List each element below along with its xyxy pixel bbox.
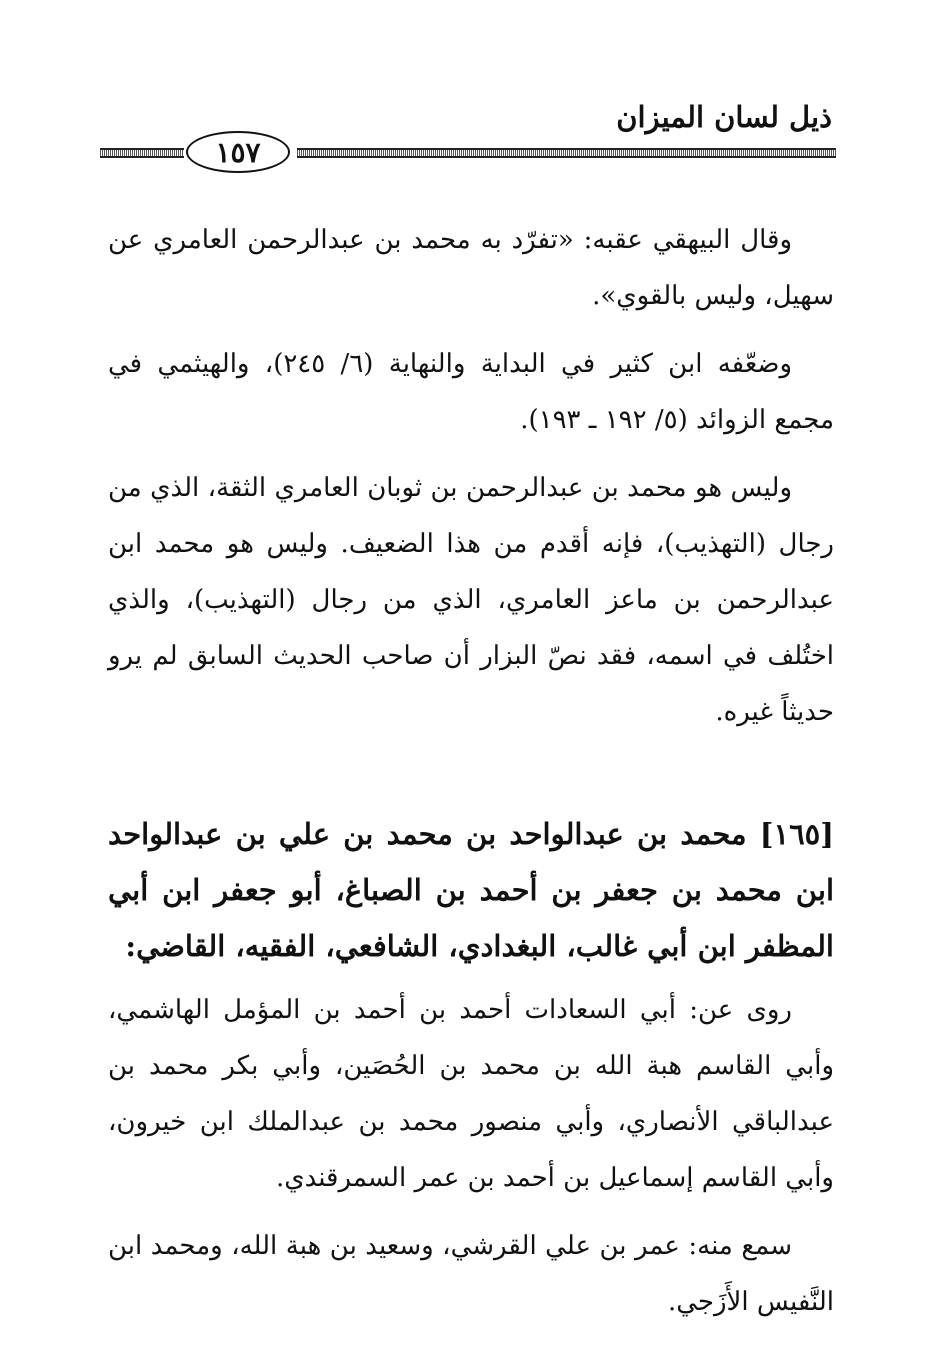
paragraph-narrated-from: روى عن: أبي السعادات أحمد بن أحمد بن المؤمل الهاشمي، وأبي القاسم هبة الله بن محمد بن الحُصَين، وأبي بكر محمد بن عبدالباقي الأنصاري، وأبي منصور محمد بن عبدالملك ابن خيرون، وأبي القاسم إسماعيل بن أحمد بن عمر السمرقندي. (108, 995, 834, 1193)
paragraph-not-same-person: وليس هو محمد بن عبدالرحمن بن ثوبان العامري الثقة، الذي من رجال (التهذيب)، فإنه أقدم من هذا الضعيف. وليس هو محمد ابن عبدالرحمن بن ماعز العامري، الذي من رجال (التهذيب)، والذي اختُلف في اسمه، فقد نصّ البزار أن صاحب الحديث السابق لم يرو حديثاً غيره. (108, 473, 834, 727)
page-body (108, 212, 834, 1342)
paragraph-heard-by: سمع منه: عمر بن علي القرشي، وسعيد بن هبة الله، ومحمد ابن النَّفيس الأَزَجي. (108, 1231, 834, 1317)
paragraph-weakening: وضعّفه ابن كثير في البداية والنهاية (٦/ ٢٤٥)، والهيثمي في مجمع الزوائد (٥/ ١٩٢ ـ ١٩٣). (108, 349, 834, 435)
header-rule-right (297, 148, 836, 158)
page-number: ١٥٧ (186, 131, 290, 173)
running-header-title: ذيل لسان الميزان (616, 100, 832, 134)
header-rule-left (100, 148, 184, 158)
paragraph-bayhaqi: وقال البيهقي عقبه: «تفرّد به محمد بن عبدالرحمن العامري عن سهيل، وليس بالقوي». (108, 225, 834, 311)
entry-heading: [١٦٥] محمد بن عبدالواحد بن محمد بن علي بن عبدالواحد ابن محمد بن جعفر بن أحمد بن الصباغ، أبو جعفر ابن أبي المظفر ابن أبي غالب، البغدادي، الشافعي، الفقيه، القاضي: (108, 817, 834, 963)
